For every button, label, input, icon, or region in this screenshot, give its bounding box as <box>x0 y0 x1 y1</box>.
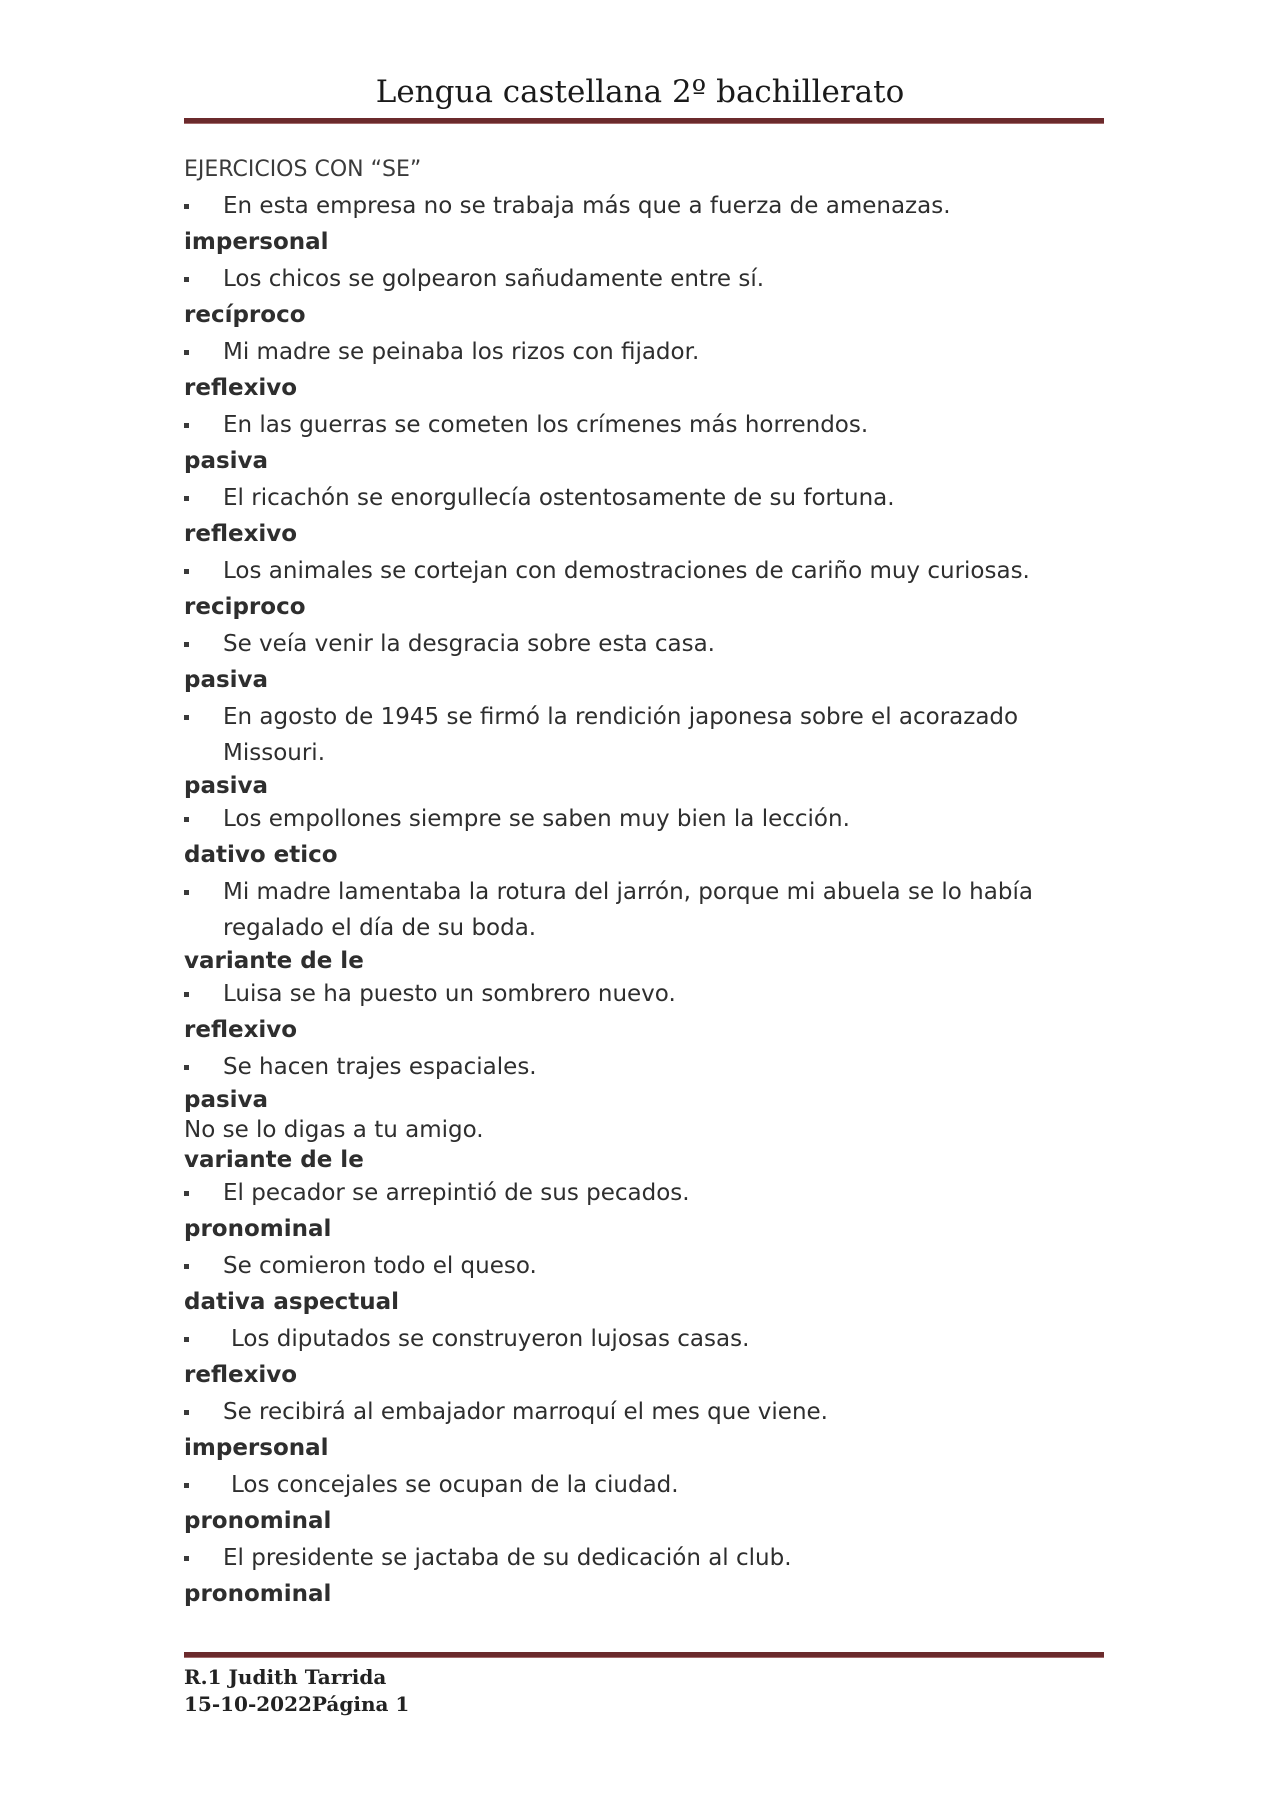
exercise-item <box>184 1467 1104 1540</box>
exercise-content <box>184 152 1104 1613</box>
exercise-answer: pronominal <box>184 1216 332 1242</box>
exercise-item <box>184 976 1104 1049</box>
exercise-answer: reflexivo <box>184 521 298 547</box>
exercise-item <box>184 801 1104 874</box>
sentence-text: El pecador se arrepintió de sus pecados. <box>223 1180 690 1206</box>
square-bullet-icon <box>184 1556 189 1561</box>
exercise-sentence <box>184 1175 1104 1211</box>
exercise-sentence-plain: No se lo digas a tu amigo. <box>184 1117 484 1143</box>
square-bullet-icon <box>184 1191 189 1196</box>
exercise-sentence <box>184 1540 1104 1576</box>
exercise-sentence <box>184 1394 1104 1430</box>
sentence-text: Los concejales se ocupan de la ciudad. <box>231 1472 679 1498</box>
exercise-sentence <box>184 1321 1104 1357</box>
exercise-heading: EJERCICIOS CON “SE” <box>184 157 422 182</box>
exercise-sentence <box>184 1049 1104 1085</box>
square-bullet-icon <box>184 277 189 282</box>
sentence-text: En esta empresa no se trabaja más que a fuerza de amenazas. <box>223 193 951 219</box>
exercise-answer: pasiva <box>184 1087 269 1113</box>
exercise-sentence <box>184 480 1104 516</box>
page-footer <box>184 1664 409 1718</box>
sentence-text: Mi madre se peinaba los rizos con fijador. <box>223 339 700 365</box>
sentence-text: Se veía venir la desgracia sobre esta casa. <box>223 631 715 657</box>
square-bullet-icon <box>184 890 189 895</box>
exercise-answer: reflexivo <box>184 1362 298 1388</box>
header-rule <box>184 118 1104 124</box>
sentence-text: Los animales se cortejan con demostraciones de cariño muy curiosas. <box>223 558 1030 584</box>
footer-date-page: 15-10-2022Página 1 <box>184 1692 410 1716</box>
exercise-sentence <box>184 626 1104 662</box>
exercise-answer: dativa aspectual <box>184 1289 400 1315</box>
exercise-answer: reflexivo <box>184 1017 298 1043</box>
exercise-answer: pasiva <box>184 773 269 799</box>
exercise-item <box>184 188 1104 261</box>
exercise-answer: variante de le <box>184 948 364 974</box>
exercise-answer: pasiva <box>184 448 269 474</box>
sentence-text: El ricachón se enorgullecía ostentosamente de su fortuna. <box>223 485 895 511</box>
exercise-sentence <box>184 407 1104 443</box>
exercise-item <box>184 1540 1104 1613</box>
sentence-text: Los diputados se construyeron lujosas casas. <box>231 1326 750 1352</box>
exercise-answer: impersonal <box>184 1435 329 1461</box>
exercise-sentence <box>184 1248 1104 1284</box>
exercise-sentence <box>184 188 1104 224</box>
square-bullet-icon <box>184 1337 189 1342</box>
exercise-item <box>184 1115 1104 1175</box>
exercise-answer: dativo etico <box>184 842 338 868</box>
exercise-answer: pasiva <box>184 667 269 693</box>
exercise-sentence <box>184 699 1104 771</box>
exercise-sentence <box>184 801 1104 837</box>
exercise-item <box>184 626 1104 699</box>
exercise-item <box>184 1049 1104 1115</box>
square-bullet-icon <box>184 1065 189 1070</box>
square-bullet-icon <box>184 1483 189 1488</box>
square-bullet-icon <box>184 715 189 720</box>
exercise-item <box>184 334 1104 407</box>
square-bullet-icon <box>184 569 189 574</box>
exercise-answer: reflexivo <box>184 375 298 401</box>
square-bullet-icon <box>184 204 189 209</box>
sentence-text: Mi madre lamentaba la rotura del jarrón, porque mi abuela se lo había regalado el día de su boda. <box>223 879 1033 941</box>
exercise-sentence <box>184 334 1104 370</box>
exercise-item <box>184 553 1104 626</box>
exercise-answer: reciproco <box>184 594 306 620</box>
exercise-answer: impersonal <box>184 229 329 255</box>
sentence-text: Los chicos se golpearon sañudamente entre sí. <box>223 266 765 292</box>
square-bullet-icon <box>184 817 189 822</box>
square-bullet-icon <box>184 350 189 355</box>
footer-rule <box>184 1652 1104 1658</box>
exercise-answer: variante de le <box>184 1147 364 1173</box>
square-bullet-icon <box>184 642 189 647</box>
square-bullet-icon <box>184 1264 189 1269</box>
exercise-sentence <box>184 553 1104 589</box>
sentence-text: Se comieron todo el queso. <box>223 1253 537 1279</box>
sentence-text: Se recibirá al embajador marroquí el mes que viene. <box>223 1399 828 1425</box>
footer-author: R.1 Judith Tarrida <box>184 1665 387 1689</box>
exercise-sentence <box>184 261 1104 297</box>
exercise-item <box>184 480 1104 553</box>
exercise-answer: pronominal <box>184 1508 332 1534</box>
square-bullet-icon <box>184 992 189 997</box>
exercise-item <box>184 1394 1104 1467</box>
page-header-title: Lengua castellana 2º bachillerato <box>375 74 905 110</box>
sentence-text: En agosto de 1945 se firmó la rendición japonesa sobre el acorazado Missouri. <box>223 704 1019 766</box>
exercise-item <box>184 874 1104 976</box>
sentence-text: El presidente se jactaba de su dedicación al club. <box>223 1545 792 1571</box>
exercise-item <box>184 1321 1104 1394</box>
exercise-answer: pronominal <box>184 1581 332 1607</box>
exercise-item <box>184 1175 1104 1248</box>
square-bullet-icon <box>184 1410 189 1415</box>
sentence-text: Luisa se ha puesto un sombrero nuevo. <box>223 981 676 1007</box>
square-bullet-icon <box>184 423 189 428</box>
exercise-sentence <box>184 976 1104 1012</box>
sentence-text: Los empollones siempre se saben muy bien la lección. <box>223 806 850 832</box>
square-bullet-icon <box>184 496 189 501</box>
exercise-item <box>184 261 1104 334</box>
exercise-sentence <box>184 874 1104 946</box>
exercise-answer: recíproco <box>184 302 306 328</box>
sentence-text: En las guerras se cometen los crímenes más horrendos. <box>223 412 869 438</box>
exercise-sentence <box>184 1467 1104 1503</box>
exercise-item <box>184 699 1104 801</box>
exercise-item <box>184 407 1104 480</box>
exercise-item <box>184 1248 1104 1321</box>
sentence-text: Se hacen trajes espaciales. <box>223 1054 537 1080</box>
